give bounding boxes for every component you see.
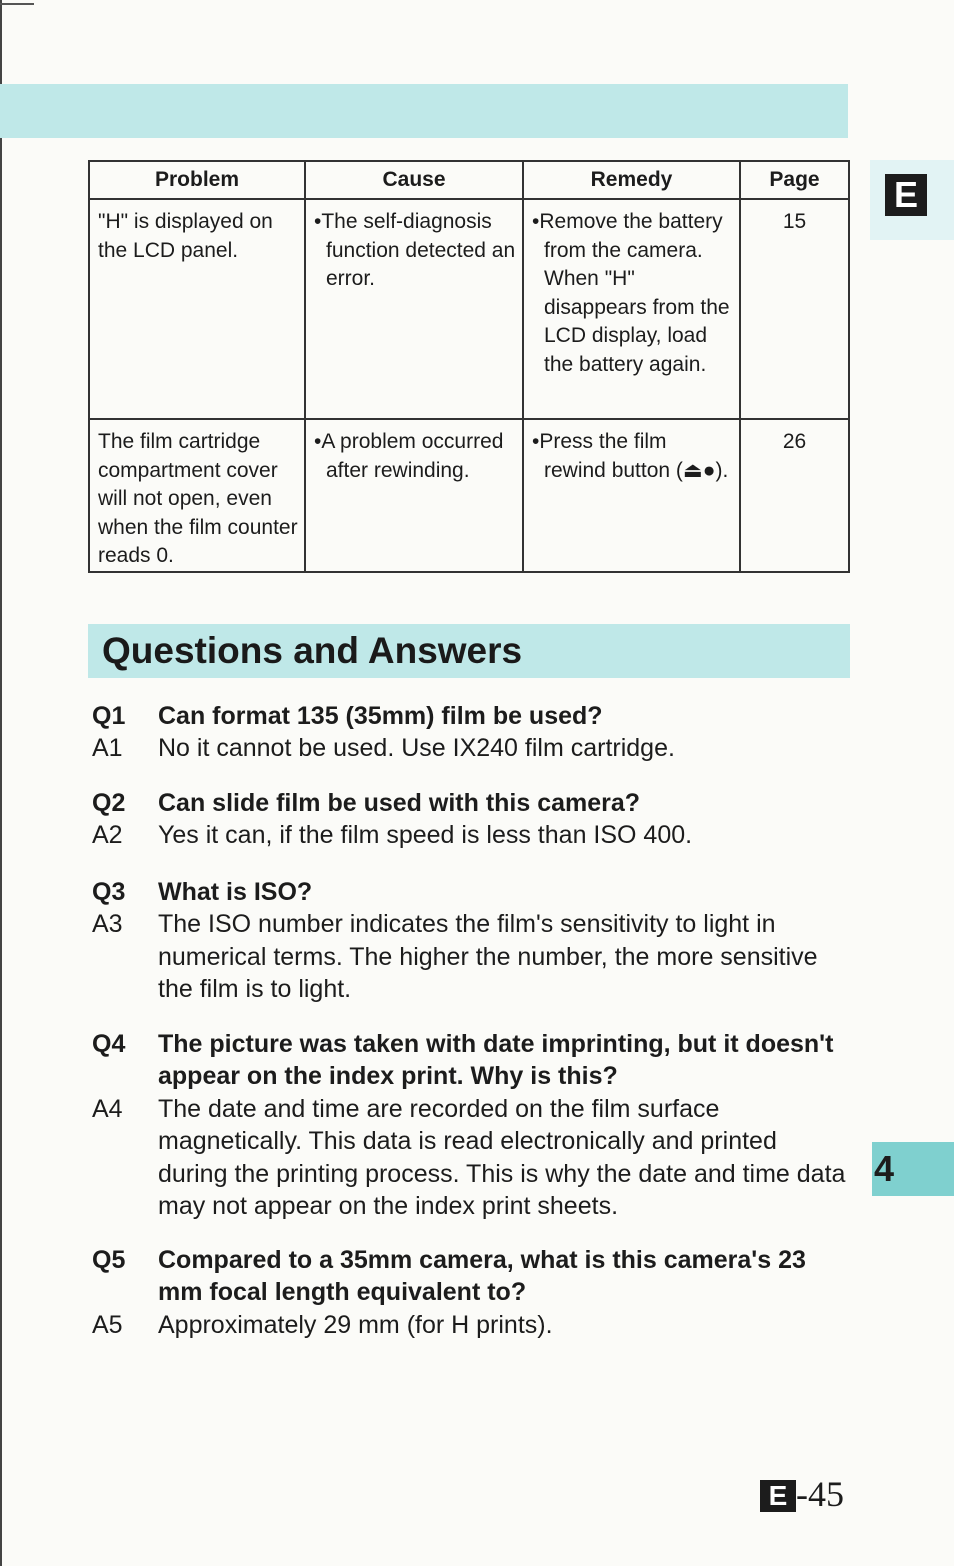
qa-item [92, 1244, 852, 1341]
table-row [89, 199, 849, 419]
page-edge-line [0, 0, 2, 1566]
question-label: Q5 [92, 1246, 126, 1274]
crop-mark [0, 3, 34, 5]
page-cell: 26 [740, 419, 849, 572]
answer-label: A3 [92, 910, 123, 939]
question-label: Q3 [92, 878, 126, 906]
question-text: Can slide film be used with this camera? [158, 789, 641, 817]
page-number-value: -45 [796, 1474, 844, 1514]
remedy-cell: •Remove the battery from the camera. When "H" disappears from the LCD display, load the battery again. [523, 199, 740, 419]
qa-item [92, 876, 852, 1006]
header-remedy: Remedy [523, 161, 740, 199]
answer-label: A5 [92, 1310, 123, 1339]
answer-text: The date and time are recorded on the film surface magnetically. This data is read electronically and printed during the printing process. This is why the date and time data may not appear on the index print sheets. [158, 1094, 846, 1221]
section-tab [870, 160, 954, 240]
troubleshooting-table [88, 160, 850, 573]
problem-cell: "H" is displayed on the LCD panel. [89, 199, 305, 419]
answer-text: The ISO number indicates the film's sensitivity to light in numerical terms. The higher the number, the more sensitive the film is to light. [158, 910, 818, 1004]
cause-cell: •A problem occurred after rewinding. [305, 419, 523, 572]
chapter-tab [872, 1142, 954, 1196]
table-row [89, 419, 849, 572]
section-title: Questions and Answers [102, 630, 523, 671]
section-letter: E [885, 174, 927, 216]
question-text: What is ISO? [158, 878, 313, 906]
page-cell: 15 [740, 199, 849, 419]
remedy-text-before: •Press the film rewind button ( [532, 430, 683, 482]
remedy-cell [523, 419, 740, 572]
answer-text: Approximately 29 mm (for H prints). [158, 1310, 553, 1339]
header-band [0, 84, 848, 138]
answer-label: A2 [92, 821, 123, 850]
remedy-text-after: ). [715, 458, 729, 482]
page-number [760, 1472, 844, 1516]
rewind-icon: ⏏● [682, 458, 716, 482]
chapter-number: 4 [874, 1148, 895, 1189]
header-page: Page [740, 161, 849, 199]
question-text: Can format 135 (35mm) film be used? [158, 702, 603, 730]
page-prefix: E [760, 1480, 796, 1512]
answer-label: A1 [92, 734, 123, 763]
question-label: Q2 [92, 789, 126, 817]
qa-title-band [88, 624, 850, 678]
question-label: Q4 [92, 1030, 126, 1058]
answer-label: A4 [92, 1094, 123, 1123]
question-text: The picture was taken with date imprinting, but it doesn't appear on the index print. Why is this? [158, 1030, 834, 1091]
problem-cell: The film cartridge compartment cover will not open, even when the film counter reads 0. [89, 419, 305, 572]
header-cause: Cause [305, 161, 523, 199]
answer-text: No it cannot be used. Use IX240 film cartridge. [158, 734, 675, 763]
table-header-row [89, 161, 849, 199]
qa-item [92, 1028, 852, 1222]
qa-item [92, 787, 852, 852]
header-problem: Problem [89, 161, 305, 199]
qa-item [92, 700, 852, 765]
question-text: Compared to a 35mm camera, what is this camera's 23 mm focal length equivalent to? [158, 1246, 806, 1307]
question-label: Q1 [92, 702, 126, 730]
cause-cell: •The self-diagnosis function detected an error. [305, 199, 523, 419]
answer-text: Yes it can, if the film speed is less than ISO 400. [158, 821, 693, 850]
